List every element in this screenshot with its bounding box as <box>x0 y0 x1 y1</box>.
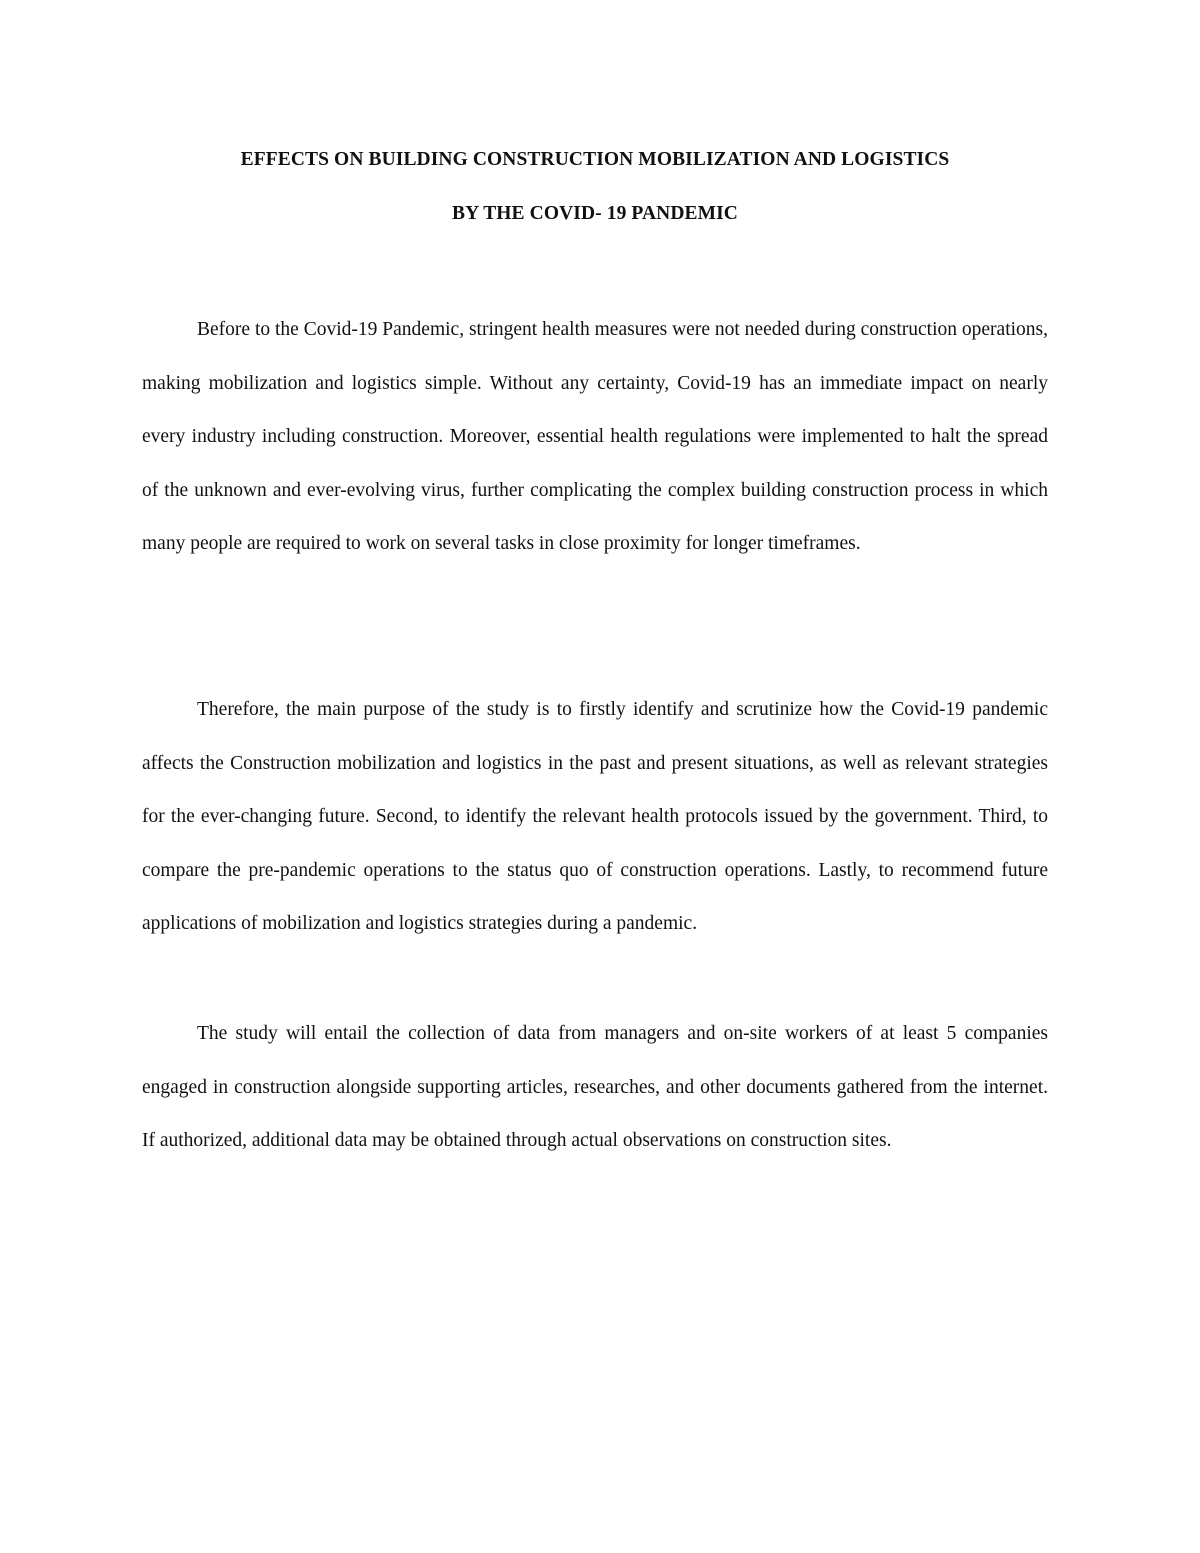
body-paragraph-1: Before to the Covid-19 Pandemic, stringent health measures were not needed during construction operations, making mobilization and logistics simple. Without any certainty, Covid-19 has an immediate impact on nearly every industry including construction. Moreover, essential health regulations were implemented to halt the spread of the unknown and ever-evolving virus, further complicating the complex building construction process in which many people are required to work on several tasks in close proximity for longer timeframes. <box>142 319 1048 555</box>
body-paragraph-3: The study will entail the collection of data from managers and on-site workers of at least 5 companies engaged in construction alongside supporting articles, researches, and other documents gathered from the internet. If authorized, additional data may be obtained through actual observations on construction sites. <box>142 1023 1048 1152</box>
document-title-line-1: EFFECTS ON BUILDING CONSTRUCTION MOBILIZATION AND LOGISTICS <box>240 149 950 170</box>
document-title-line-2: BY THE COVID- 19 PANDEMIC <box>452 203 738 224</box>
body-paragraph-2: Therefore, the main purpose of the study is to firstly identify and scrutinize how the Covid-19 pandemic affects the Construction mobilization and logistics in the past and present situations, as well as relevant strategies for the ever-changing future. Second, to identify the relevant health protocols issued by the government. Third, to compare the pre-pandemic operations to the status quo of construction operations. Lastly, to recommend future applications of mobilization and logistics strategies during a pandemic. <box>142 699 1048 935</box>
